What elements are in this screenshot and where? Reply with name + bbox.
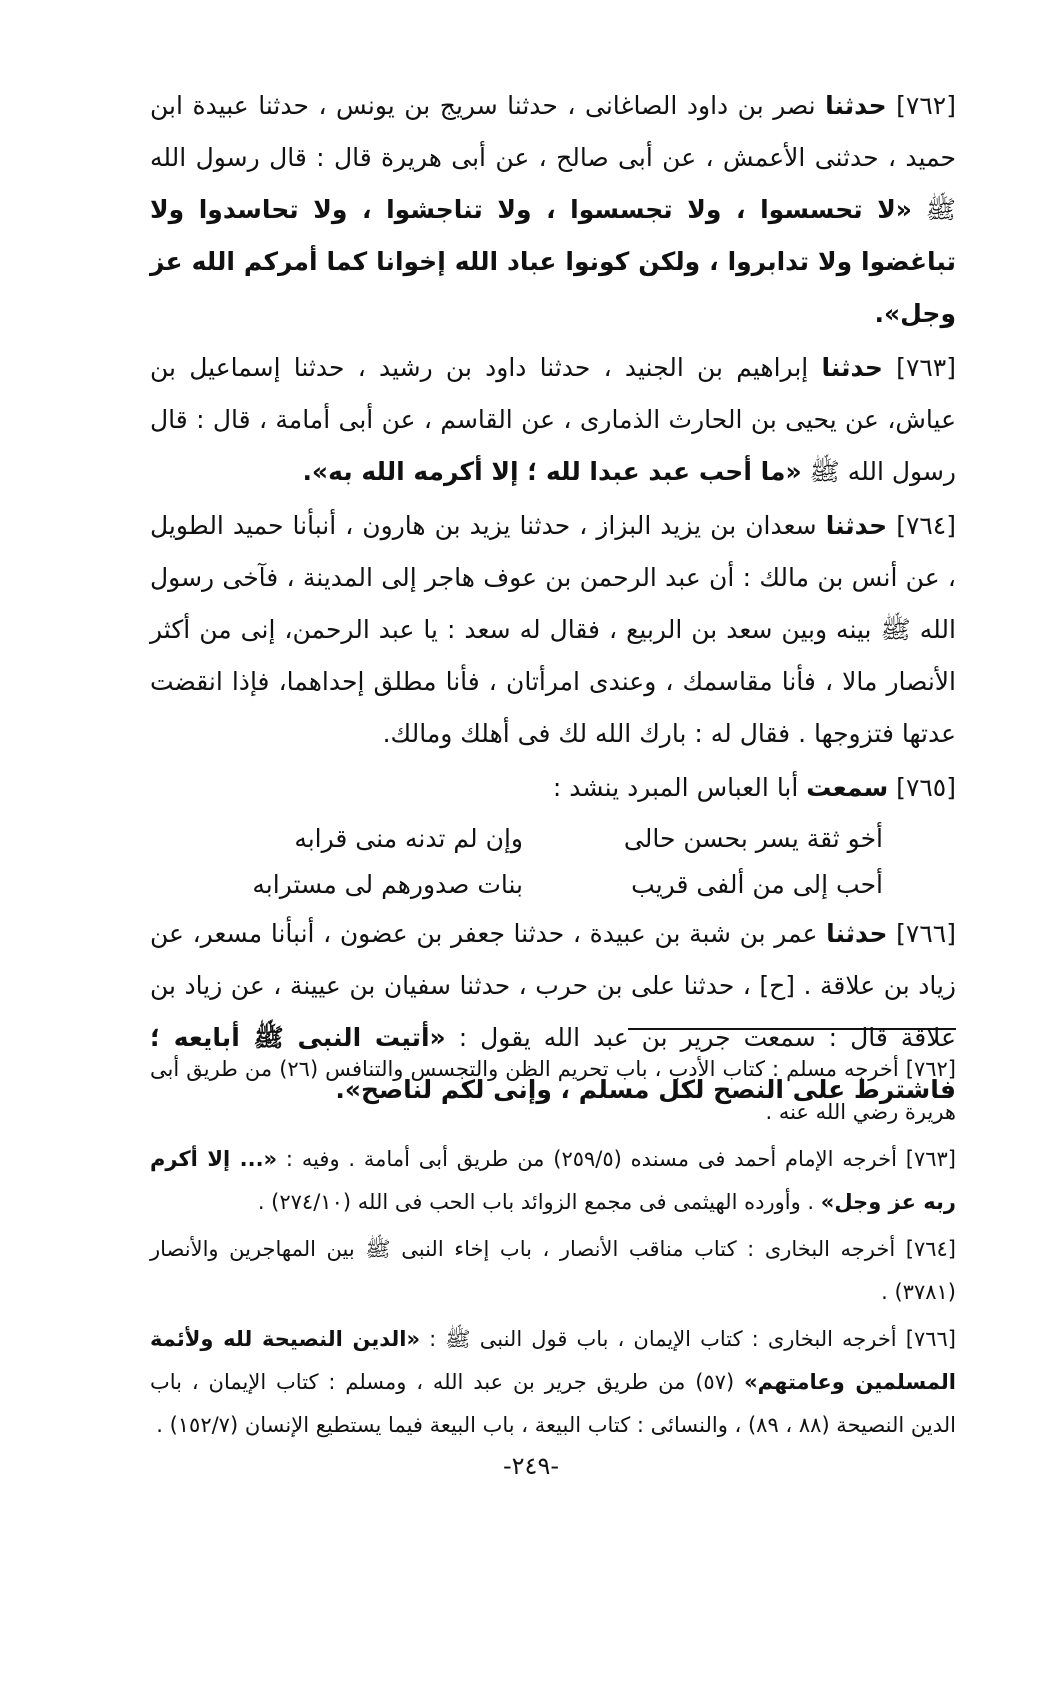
entry-lead: سمعت — [806, 773, 889, 802]
footnote-number: [٧٦٢] — [905, 1057, 956, 1081]
poem-first-hemistich: أحب إلى من ألفى قريب — [631, 870, 883, 899]
footnote-tail: . وأورده الهيثمى فى مجمع الزوائد باب الحب فى الله (٢٧٤/١٠) . — [257, 1190, 815, 1214]
footnote-text: أخرجه البخارى : كتاب مناقب الأنصار ، باب إخاء النبى ﷺ بين المهاجرين والأنصار (٣٧٨١) . — [150, 1237, 956, 1304]
footnote-number: [٧٦٣] — [905, 1147, 956, 1171]
hadith-text: «ما أحب عبد عبدا لله ؛ إلا أكرمه الله به». — [302, 457, 802, 486]
entry-number: [٧٦٤] — [896, 511, 957, 540]
entry-lead: حدثنا — [825, 511, 888, 540]
entry-text: نصر بن داود الصاغانى ، حدثنا سريج بن يونس ، حدثنا عبيدة ابن حميد ، حدثنى الأعمش ، عن أبى صالح ، عن أبى هريرة قال : قال رسول الله ﷺ — [150, 91, 956, 224]
entry-lead: حدثنا — [821, 353, 883, 382]
entry-lead: حدثنا — [826, 919, 888, 948]
poem-verse — [150, 816, 956, 862]
hadith-text: «أتيت النبى ﷺ أبايعه ؛ فاشترط على النصح لكل مسلم ، وإنى لكم لناصح». — [150, 1023, 956, 1104]
entry-text: أبا العباس المبرد ينشد : — [552, 773, 799, 802]
poem-second-hemistich: بنات صدورهم لى مسترابه — [252, 870, 523, 899]
footnote-text: أخرجه مسلم : كتاب الأدب ، باب تحريم الظن والتجسس والتنافس (٢٦) من طريق أبى هريرة رضي الله عنه . — [150, 1057, 956, 1124]
entry-text: إبراهيم بن الجنيد ، حدثنا داود بن رشيد ، حدثنا إسماعيل بن عياش، عن يحيى بن الحارث الذمارى ، عن القاسم ، عن أبى أمامة ، قال : قال رسول الله ﷺ — [150, 353, 956, 486]
footnote-text: أخرجه البخارى : كتاب الإيمان ، باب قول النبى ﷺ : — [420, 1327, 897, 1351]
footnote-762 — [150, 1048, 956, 1134]
entry-number: [٧٦٦] — [896, 919, 956, 948]
footnote-764 — [150, 1228, 956, 1314]
footnote-number: [٧٦٦] — [905, 1327, 956, 1351]
footnote-text: أخرجه الإمام أحمد فى مسنده (٢٥٩/٥) من طريق أبى أمامة . وفيه : — [277, 1147, 897, 1171]
footnote-quote: «... إلا أكرم ربه عز وجل» — [150, 1147, 956, 1214]
entry-763 — [150, 342, 956, 498]
entry-765 — [150, 762, 956, 814]
entry-number: [٧٦٥] — [896, 773, 956, 802]
entry-764 — [150, 500, 956, 760]
entry-number: [٧٦٢] — [896, 91, 956, 120]
page-number: -٢٤٩- — [502, 1452, 559, 1480]
poem-first-hemistich: أخو ثقة يسر بحسن حالى — [623, 824, 883, 853]
footnote-tail: (٥٧) من طريق جرير بن عبد الله ، ومسلم : كتاب الإيمان ، باب الدين النصيحة (٨٨ ، ٨٩) ، والنسائى : كتاب البيعة ، باب البيعة فيما يستطيع الإنسان (١٥٢/٧) . — [150, 1370, 956, 1437]
entry-text: سعدان بن يزيد البزاز ، حدثنا يزيد بن هارون ، أنبأنا حميد الطويل ، عن أنس بن مالك : أن عبد الرحمن بن عوف هاجر إلى المدينة ، فآخى رسول الله ﷺ بينه وبين سعد بن الربيع ، فقال له سعد : يا عبد الرحمن، إنى من أكثر الأنصار مالا ، فأنا مقاسمك ، وعندى امرأتان ، فأنا مطلق إحداهما، فإذا انقضت عدتها فتزوجها . فقال له : بارك الله لك فى أهلك ومالك. — [150, 511, 956, 748]
entry-762 — [150, 80, 956, 340]
footnote-divider — [628, 1028, 956, 1030]
entry-number: [٧٦٣] — [896, 353, 956, 382]
main-text — [150, 80, 956, 1118]
poem-verse — [150, 862, 956, 908]
footnote-quote: «الدين النصيحة لله ولأئمة المسلمين وعامتهم» — [150, 1327, 956, 1394]
hadith-text: «لا تحسسوا ، ولا تجسسوا ، ولا تناجشوا ، ولا تحاسدوا ولا تباغضوا ولا تدابروا ، ولكن كونوا عباد الله إخوانا كما أمركم الله عز وجل». — [150, 195, 956, 328]
poem-second-hemistich: وإن لم تدنه منى قرابه — [294, 824, 523, 853]
footnote-766 — [150, 1318, 956, 1447]
poem — [150, 816, 956, 908]
footnotes — [150, 1048, 956, 1451]
entry-text: عمر بن شبة بن عبيدة ، حدثنا جعفر بن عضون ، أنبأنا مسعر، عن زياد بن علاقة . [ح] ، حدثنا على بن حرب ، حدثنا سفيان بن عيينة ، عن زياد بن علاقة قال : سمعت جرير بن عبد الله يقول : — [150, 919, 956, 1052]
entry-lead: حدثنا — [825, 91, 887, 120]
footnote-763 — [150, 1138, 956, 1224]
footnote-number: [٧٦٤] — [905, 1237, 956, 1261]
